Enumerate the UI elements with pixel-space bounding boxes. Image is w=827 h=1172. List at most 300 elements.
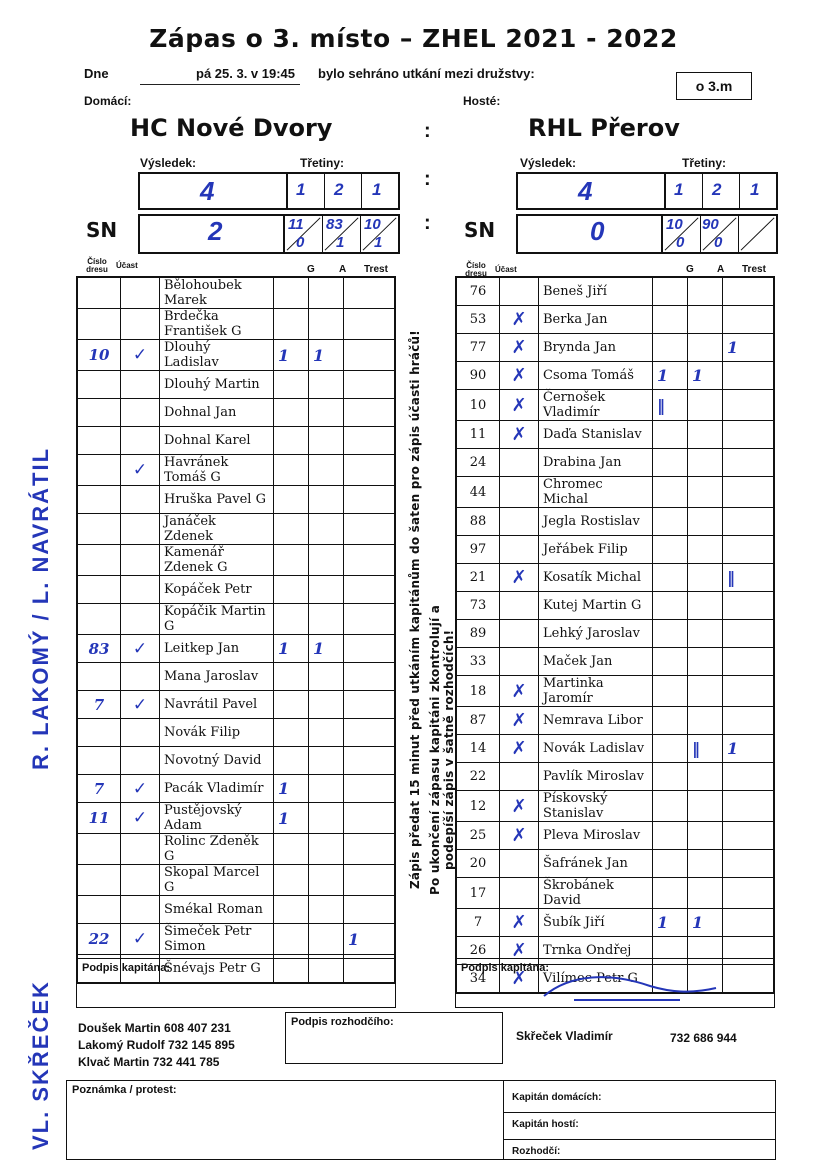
away-row-3-number[interactable]: 90 (457, 362, 500, 390)
away-row-2-name: Brynda Jan (539, 334, 653, 362)
away-row-18-name: Pískovský Stanislav (539, 791, 653, 822)
table-row (457, 306, 774, 334)
away-row-9-penalty[interactable] (723, 536, 774, 564)
table-row (457, 822, 774, 850)
home-row-15-penalty[interactable] (344, 719, 395, 747)
home-row-1-penalty[interactable] (344, 309, 395, 340)
table-row (457, 791, 774, 822)
away-row-15-assists[interactable] (688, 707, 723, 735)
home-row-8-penalty[interactable] (344, 514, 395, 545)
away-row-7-goals[interactable] (653, 477, 688, 508)
away-score-value: 4 (578, 176, 593, 206)
away-row-9-number[interactable]: 97 (457, 536, 500, 564)
away-row-17-attendance[interactable] (500, 763, 539, 791)
home-row-7-goals[interactable] (274, 486, 309, 514)
home-row-19-penalty[interactable] (344, 834, 395, 865)
away-row-0-goals[interactable] (653, 278, 688, 306)
away-row-21-name: Škrobánek David (539, 878, 653, 909)
away-row-5-penalty[interactable] (723, 421, 774, 449)
date-value: pá 25. 3. v 19:45 (196, 66, 296, 81)
home-row-3-name: Dlouhý Martin (160, 371, 274, 399)
away-row-0-assists[interactable] (688, 278, 723, 306)
home-contact-2: Lakomý Rudolf 732 145 895 (78, 1038, 235, 1052)
away-row-14-assists[interactable] (688, 676, 723, 707)
away-row-8-name: Jegla Rostislav (539, 508, 653, 536)
margin-note-referee-2: VL. SKŘEČEK (28, 980, 53, 1150)
home-row-5-number[interactable] (78, 427, 121, 455)
home-row-10-attendance[interactable] (121, 576, 160, 604)
home-row-18-attendance[interactable]: ✓ (121, 803, 160, 834)
home-row-7-assists[interactable] (309, 486, 344, 514)
away-row-8-number[interactable]: 88 (457, 508, 500, 536)
table-row (457, 676, 774, 707)
home-sn-label: SN (86, 218, 118, 242)
table-row (457, 763, 774, 791)
home-row-10-goals[interactable] (274, 576, 309, 604)
away-row-8-assists[interactable] (688, 508, 723, 536)
home-row-6-assists[interactable] (309, 455, 344, 486)
home-row-4-name: Dohnal Jan (160, 399, 274, 427)
away-row-22-goals[interactable]: 1 (653, 909, 688, 937)
away-row-14-penalty[interactable] (723, 676, 774, 707)
away-row-22-number[interactable]: 7 (457, 909, 500, 937)
home-row-14-attendance[interactable]: ✓ (121, 691, 160, 719)
home-row-19-attendance[interactable] (121, 834, 160, 865)
away-row-8-attendance[interactable] (500, 508, 539, 536)
home-row-11-penalty[interactable] (344, 604, 395, 635)
away-row-4-attendance[interactable]: ✗ (500, 390, 539, 421)
home-row-18-assists[interactable] (309, 803, 344, 834)
away-row-16-goals[interactable] (653, 735, 688, 763)
home-row-0-number[interactable] (78, 278, 121, 309)
home-row-9-goals[interactable] (274, 545, 309, 576)
home-row-15-attendance[interactable] (121, 719, 160, 747)
away-row-18-penalty[interactable] (723, 791, 774, 822)
away-captain-signature-label: Podpis kapitána: (461, 962, 550, 974)
note-protest-label: Poznámka / protest: (72, 1084, 177, 1096)
away-row-9-goals[interactable] (653, 536, 688, 564)
away-trest-header: Trest (742, 264, 766, 275)
away-row-10-number[interactable]: 21 (457, 564, 500, 592)
away-row-19-number[interactable]: 25 (457, 822, 500, 850)
home-row-6-number[interactable] (78, 455, 121, 486)
away-row-12-assists[interactable] (688, 620, 723, 648)
home-row-10-assists[interactable] (309, 576, 344, 604)
home-row-20-penalty[interactable] (344, 865, 395, 896)
referee-signature-box[interactable] (285, 1012, 503, 1064)
away-row-7-penalty[interactable] (723, 477, 774, 508)
home-captain-signature-box[interactable] (76, 958, 396, 1008)
home-row-9-attendance[interactable] (121, 545, 160, 576)
away-row-10-goals[interactable] (653, 564, 688, 592)
home-row-6-penalty[interactable] (344, 455, 395, 486)
table-row (78, 691, 395, 719)
away-row-23-number[interactable]: 26 (457, 937, 500, 965)
away-row-0-number[interactable]: 76 (457, 278, 500, 306)
away-row-6-goals[interactable] (653, 449, 688, 477)
home-row-12-penalty[interactable] (344, 635, 395, 663)
away-row-1-number[interactable]: 53 (457, 306, 500, 334)
away-contact-phone: 732 686 944 (670, 1031, 737, 1045)
home-row-5-attendance[interactable] (121, 427, 160, 455)
away-row-4-number[interactable]: 10 (457, 390, 500, 421)
home-row-20-number[interactable] (78, 865, 121, 896)
home-row-16-number[interactable] (78, 747, 121, 775)
home-row-1-assists[interactable] (309, 309, 344, 340)
away-row-10-penalty[interactable]: ‖ (723, 564, 774, 592)
home-row-5-goals[interactable] (274, 427, 309, 455)
away-row-20-number[interactable]: 20 (457, 850, 500, 878)
away-row-9-name: Jeřábek Filip (539, 536, 653, 564)
home-row-4-number[interactable] (78, 399, 121, 427)
home-row-6-goals[interactable] (274, 455, 309, 486)
away-row-4-assists[interactable] (688, 390, 723, 421)
away-row-14-attendance[interactable]: ✗ (500, 676, 539, 707)
home-row-3-attendance[interactable] (121, 371, 160, 399)
away-row-14-goals[interactable] (653, 676, 688, 707)
away-row-6-number[interactable]: 24 (457, 449, 500, 477)
away-row-21-attendance[interactable] (500, 878, 539, 909)
table-row (78, 896, 395, 924)
away-row-22-attendance[interactable]: ✗ (500, 909, 539, 937)
away-row-12-goals[interactable] (653, 620, 688, 648)
table-row (78, 775, 395, 803)
away-row-17-assists[interactable] (688, 763, 723, 791)
home-row-12-number[interactable]: 83 (78, 635, 121, 663)
home-row-20-name: Skopal Marcel G (160, 865, 274, 896)
away-row-7-assists[interactable] (688, 477, 723, 508)
home-row-13-name: Mana Jaroslav (160, 663, 274, 691)
home-row-21-attendance[interactable] (121, 896, 160, 924)
home-row-0-attendance[interactable] (121, 278, 160, 309)
home-row-6-attendance[interactable]: ✓ (121, 455, 160, 486)
home-row-21-penalty[interactable] (344, 896, 395, 924)
home-row-9-assists[interactable] (309, 545, 344, 576)
home-row-16-goals[interactable] (274, 747, 309, 775)
away-row-21-penalty[interactable] (723, 878, 774, 909)
away-row-3-goals[interactable]: 1 (653, 362, 688, 390)
home-row-8-number[interactable] (78, 514, 121, 545)
home-row-1-attendance[interactable] (121, 309, 160, 340)
away-row-24-name: Vilímec Petr G (539, 965, 653, 993)
away-row-13-penalty[interactable] (723, 648, 774, 676)
away-row-5-attendance[interactable]: ✗ (500, 421, 539, 449)
away-row-19-penalty[interactable] (723, 822, 774, 850)
away-row-16-assists[interactable]: ‖ (688, 735, 723, 763)
away-row-3-assists[interactable]: 1 (688, 362, 723, 390)
home-row-4-attendance[interactable] (121, 399, 160, 427)
away-row-20-penalty[interactable] (723, 850, 774, 878)
away-row-15-penalty[interactable] (723, 707, 774, 735)
away-row-13-goals[interactable] (653, 648, 688, 676)
home-row-13-assists[interactable] (309, 663, 344, 691)
home-row-8-attendance[interactable] (121, 514, 160, 545)
away-row-4-penalty[interactable] (723, 390, 774, 421)
home-row-2-penalty[interactable] (344, 340, 395, 371)
away-row-20-attendance[interactable] (500, 850, 539, 878)
home-row-13-penalty[interactable] (344, 663, 395, 691)
away-row-18-assists[interactable] (688, 791, 723, 822)
home-row-13-attendance[interactable] (121, 663, 160, 691)
home-row-12-attendance[interactable]: ✓ (121, 635, 160, 663)
home-row-0-penalty[interactable] (344, 278, 395, 309)
home-row-22-attendance[interactable]: ✓ (121, 924, 160, 955)
home-row-3-assists[interactable] (309, 371, 344, 399)
home-row-4-assists[interactable] (309, 399, 344, 427)
home-row-18-penalty[interactable] (344, 803, 395, 834)
home-row-4-goals[interactable] (274, 399, 309, 427)
home-row-1-name: Brdečka František G (160, 309, 274, 340)
home-row-16-assists[interactable] (309, 747, 344, 775)
home-row-3-goals[interactable] (274, 371, 309, 399)
home-row-0-goals[interactable] (274, 278, 309, 309)
away-row-21-goals[interactable] (653, 878, 688, 909)
away-num-header: Číslo dresu (465, 261, 487, 279)
home-row-20-goals[interactable] (274, 865, 309, 896)
home-row-12-goals[interactable]: 1 (274, 635, 309, 663)
home-row-3-number[interactable] (78, 371, 121, 399)
away-row-22-name: Šubík Jiří (539, 909, 653, 937)
away-row-11-goals[interactable] (653, 592, 688, 620)
home-row-10-number[interactable] (78, 576, 121, 604)
away-row-8-goals[interactable] (653, 508, 688, 536)
away-row-1-attendance[interactable]: ✗ (500, 306, 539, 334)
away-row-7-attendance[interactable] (500, 477, 539, 508)
table-row (457, 508, 774, 536)
away-row-9-attendance[interactable] (500, 536, 539, 564)
away-row-12-penalty[interactable] (723, 620, 774, 648)
home-row-22-assists[interactable] (309, 924, 344, 955)
away-row-19-attendance[interactable]: ✗ (500, 822, 539, 850)
away-row-19-assists[interactable] (688, 822, 723, 850)
home-row-5-penalty[interactable] (344, 427, 395, 455)
home-row-11-number[interactable] (78, 604, 121, 635)
away-row-16-penalty[interactable]: 1 (723, 735, 774, 763)
home-row-14-goals[interactable] (274, 691, 309, 719)
home-row-9-penalty[interactable] (344, 545, 395, 576)
away-row-2-number[interactable]: 77 (457, 334, 500, 362)
note-protest-box[interactable] (66, 1080, 776, 1160)
home-sn-cell-3-top: 10 (364, 216, 381, 233)
home-row-17-attendance[interactable]: ✓ (121, 775, 160, 803)
away-row-15-attendance[interactable]: ✗ (500, 707, 539, 735)
note-divider (503, 1080, 504, 1160)
away-row-24-attendance[interactable]: ✗ (500, 965, 539, 993)
away-row-15-goals[interactable] (653, 707, 688, 735)
away-row-2-assists[interactable] (688, 334, 723, 362)
home-row-13-number[interactable] (78, 663, 121, 691)
away-sn-cell-1-top: 10 (666, 216, 683, 233)
away-row-24-number[interactable]: 34 (457, 965, 500, 993)
home-row-7-number[interactable] (78, 486, 121, 514)
date-label: Dne (84, 66, 109, 81)
away-row-3-penalty[interactable] (723, 362, 774, 390)
table-row (457, 362, 774, 390)
home-row-19-name: Rolinc Zdeněk G (160, 834, 274, 865)
home-row-11-name: Kopáčik Martin G (160, 604, 274, 635)
away-row-6-attendance[interactable] (500, 449, 539, 477)
home-row-14-penalty[interactable] (344, 691, 395, 719)
home-row-14-assists[interactable] (309, 691, 344, 719)
home-row-2-goals[interactable]: 1 (274, 340, 309, 371)
home-row-4-penalty[interactable] (344, 399, 395, 427)
away-row-10-attendance[interactable]: ✗ (500, 564, 539, 592)
home-row-0-assists[interactable] (309, 278, 344, 309)
home-row-2-number[interactable]: 10 (78, 340, 121, 371)
home-period-2: 2 (334, 180, 344, 199)
away-row-12-number[interactable]: 89 (457, 620, 500, 648)
table-row (457, 477, 774, 508)
home-row-8-assists[interactable] (309, 514, 344, 545)
home-g-header: G (307, 264, 315, 275)
home-row-16-attendance[interactable] (121, 747, 160, 775)
home-row-15-goals[interactable] (274, 719, 309, 747)
away-row-22-penalty[interactable] (723, 909, 774, 937)
away-row-12-attendance[interactable] (500, 620, 539, 648)
away-g-header: G (686, 264, 694, 275)
home-row-11-attendance[interactable] (121, 604, 160, 635)
home-contact-3: Klvač Martin 732 441 785 (78, 1055, 220, 1069)
home-row-7-penalty[interactable] (344, 486, 395, 514)
home-row-10-penalty[interactable] (344, 576, 395, 604)
home-row-17-assists[interactable] (309, 775, 344, 803)
home-row-17-number[interactable]: 7 (78, 775, 121, 803)
away-row-16-number[interactable]: 14 (457, 735, 500, 763)
home-row-18-goals[interactable]: 1 (274, 803, 309, 834)
home-row-15-number[interactable] (78, 719, 121, 747)
away-row-17-penalty[interactable] (723, 763, 774, 791)
away-row-21-assists[interactable] (688, 878, 723, 909)
home-row-2-assists[interactable]: 1 (309, 340, 344, 371)
home-row-5-assists[interactable] (309, 427, 344, 455)
home-roster-table (76, 276, 396, 984)
away-row-18-attendance[interactable]: ✗ (500, 791, 539, 822)
away-row-11-attendance[interactable] (500, 592, 539, 620)
away-row-5-goals[interactable] (653, 421, 688, 449)
home-row-7-attendance[interactable] (121, 486, 160, 514)
away-row-7-name: Chromec Michal (539, 477, 653, 508)
away-sn-cell-2-bottom: 0 (714, 234, 723, 251)
home-row-19-goals[interactable] (274, 834, 309, 865)
away-row-5-assists[interactable] (688, 421, 723, 449)
away-row-1-goals[interactable] (653, 306, 688, 334)
home-row-8-goals[interactable] (274, 514, 309, 545)
away-row-0-penalty[interactable] (723, 278, 774, 306)
away-row-17-goals[interactable] (653, 763, 688, 791)
away-row-10-assists[interactable] (688, 564, 723, 592)
home-row-14-number[interactable]: 7 (78, 691, 121, 719)
away-row-13-name: Maček Jan (539, 648, 653, 676)
away-row-15-number[interactable]: 87 (457, 707, 500, 735)
home-row-22-number[interactable]: 22 (78, 924, 121, 955)
sig-rule-1 (503, 1112, 776, 1113)
home-row-22-goals[interactable] (274, 924, 309, 955)
away-result-label: Výsledek: (520, 156, 577, 170)
away-row-18-goals[interactable] (653, 791, 688, 822)
away-row-2-penalty[interactable]: 1 (723, 334, 774, 362)
away-row-8-penalty[interactable] (723, 508, 774, 536)
home-row-20-assists[interactable] (309, 865, 344, 896)
home-row-9-number[interactable] (78, 545, 121, 576)
home-sn-cell-1-bottom: 0 (296, 234, 305, 251)
away-row-22-assists[interactable]: 1 (688, 909, 723, 937)
away-row-18-number[interactable]: 12 (457, 791, 500, 822)
table-row (78, 340, 395, 371)
home-row-20-attendance[interactable] (121, 865, 160, 896)
away-row-11-penalty[interactable] (723, 592, 774, 620)
home-row-22-penalty[interactable]: 1 (344, 924, 395, 955)
table-row (457, 878, 774, 909)
away-row-15-name: Nemrava Libor (539, 707, 653, 735)
away-row-21-number[interactable]: 17 (457, 878, 500, 909)
away-row-6-assists[interactable] (688, 449, 723, 477)
away-row-13-number[interactable]: 33 (457, 648, 500, 676)
home-row-19-assists[interactable] (309, 834, 344, 865)
home-row-1-number[interactable] (78, 309, 121, 340)
home-row-17-penalty[interactable] (344, 775, 395, 803)
away-row-3-attendance[interactable]: ✗ (500, 362, 539, 390)
away-row-11-number[interactable]: 73 (457, 592, 500, 620)
away-row-1-assists[interactable] (688, 306, 723, 334)
away-row-6-penalty[interactable] (723, 449, 774, 477)
home-row-17-name: Pacák Vladimír (160, 775, 274, 803)
home-row-18-number[interactable]: 11 (78, 803, 121, 834)
page-title: Zápas o 3. místo – ZHEL 2021 - 2022 (149, 24, 678, 53)
away-row-14-number[interactable]: 18 (457, 676, 500, 707)
home-row-3-penalty[interactable] (344, 371, 395, 399)
home-row-19-number[interactable] (78, 834, 121, 865)
away-row-4-goals[interactable]: ‖ (653, 390, 688, 421)
away-row-7-number[interactable]: 44 (457, 477, 500, 508)
kapitan-hosti-label: Kapitán hostí: (512, 1119, 579, 1130)
away-row-19-goals[interactable] (653, 822, 688, 850)
home-row-12-assists[interactable]: 1 (309, 635, 344, 663)
away-row-5-number[interactable]: 11 (457, 421, 500, 449)
away-sn-value: 0 (590, 216, 605, 246)
away-row-13-attendance[interactable] (500, 648, 539, 676)
home-row-2-attendance[interactable]: ✓ (121, 340, 160, 371)
home-row-21-assists[interactable] (309, 896, 344, 924)
home-row-8-name: Janáček Zdenek (160, 514, 274, 545)
away-row-2-attendance[interactable]: ✗ (500, 334, 539, 362)
away-row-13-assists[interactable] (688, 648, 723, 676)
home-row-21-goals[interactable] (274, 896, 309, 924)
home-result-box (138, 172, 400, 210)
away-row-20-goals[interactable] (653, 850, 688, 878)
away-row-12-name: Lehký Jaroslav (539, 620, 653, 648)
away-row-9-assists[interactable] (688, 536, 723, 564)
away-row-23-attendance[interactable]: ✗ (500, 937, 539, 965)
home-team-name: HC Nové Dvory (130, 114, 333, 142)
home-row-21-number[interactable] (78, 896, 121, 924)
table-row (78, 747, 395, 775)
home-row-16-penalty[interactable] (344, 747, 395, 775)
away-row-1-penalty[interactable] (723, 306, 774, 334)
home-row-11-goals[interactable] (274, 604, 309, 635)
away-row-2-goals[interactable] (653, 334, 688, 362)
home-row-11-assists[interactable] (309, 604, 344, 635)
home-row-17-goals[interactable]: 1 (274, 775, 309, 803)
away-row-16-attendance[interactable]: ✗ (500, 735, 539, 763)
home-row-15-assists[interactable] (309, 719, 344, 747)
away-row-17-number[interactable]: 22 (457, 763, 500, 791)
away-row-20-assists[interactable] (688, 850, 723, 878)
home-row-1-goals[interactable] (274, 309, 309, 340)
signature-lines (512, 1084, 601, 1165)
away-row-11-assists[interactable] (688, 592, 723, 620)
away-row-0-attendance[interactable] (500, 278, 539, 306)
home-row-13-goals[interactable] (274, 663, 309, 691)
